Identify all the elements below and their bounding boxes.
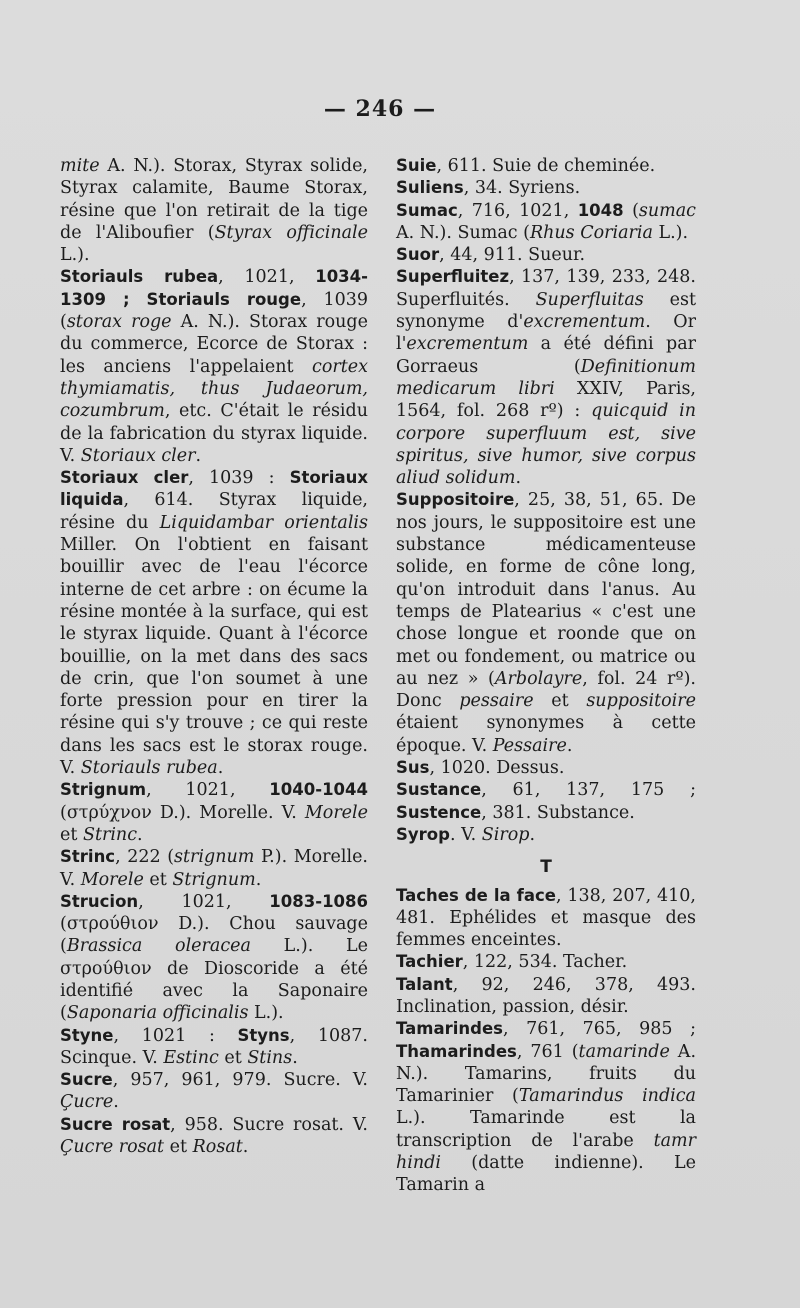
dictionary-entry: [60, 846, 368, 891]
headword: 1048: [577, 200, 624, 220]
entry-text: .: [566, 735, 573, 756]
italic-text: Arbolayre: [494, 668, 583, 689]
italic-text: Pessaire: [492, 735, 567, 756]
dictionary-entry: [396, 1018, 696, 1196]
headword: Storiaux liquida: [60, 468, 368, 510]
dictionary-entry: [396, 824, 696, 846]
entry-text: , 92, 246, 378, 493. Inclination, passion, désir.: [396, 974, 696, 1017]
entry-text: , 957, 961, 979. Sucre. V.: [112, 1070, 368, 1091]
dictionary-entry: [396, 779, 696, 824]
entry-text: , 138, 207, 410, 481. Ephélides et masque des femmes enceintes.: [396, 885, 696, 951]
italic-text: Tamarindus indica: [518, 1086, 696, 1107]
italic-text: Rosat: [192, 1137, 243, 1158]
entry-text: .: [242, 1137, 249, 1158]
italic-text: excrementum: [523, 312, 646, 333]
entry-text: , 1021 :: [113, 1025, 238, 1046]
entry-text: , 1020. Dessus.: [429, 758, 565, 779]
entry-text: Miller. On l'obtient en faisant bouillir avec de l'eau l'écorce interne de cet arbre : on écume la résine montée à la surface, qui est le styrax liquide. Quant à l'écorce bouillie, on la met dans des sacs de crin, que l'on soumet à une forte pression pour en tirer la résine qui s'y trouve ; ce qui reste dans les sacs est le storax rouge. V.: [60, 535, 368, 779]
headword: Styne: [60, 1025, 114, 1045]
headword: Suppositoire: [396, 490, 515, 510]
italic-text: Styrax officinale: [214, 222, 368, 243]
entry-text: , 1039 (: [60, 289, 368, 333]
italic-text: Stins: [247, 1047, 293, 1068]
entry-text: et: [143, 869, 173, 890]
dictionary-entry: [60, 155, 368, 266]
italic-text: mite: [60, 156, 100, 176]
entry-text: P.). Morelle. V.: [60, 847, 368, 890]
headword: Sucre: [60, 1070, 113, 1090]
entry-text: , 1039 :: [188, 468, 290, 489]
entry-text: (στρύχνον D.). Morelle. V.: [60, 802, 305, 823]
entry-text: , 716, 1021,: [457, 200, 578, 221]
right-column-entries: [396, 155, 696, 846]
dictionary-entry: [60, 891, 368, 1025]
italic-text: cortex thymiamatis, thus Judaeorum, cozumbrum: [60, 356, 368, 422]
entry-text: (: [623, 200, 639, 221]
italic-text: Çucre rosat: [60, 1137, 165, 1158]
entry-text: , 222 (: [115, 847, 175, 868]
entry-text: L.).: [652, 222, 689, 243]
page-number: — 246 —: [323, 96, 437, 122]
entry-text: et: [60, 824, 83, 845]
headword: Strucion: [60, 891, 139, 911]
dictionary-entry: [396, 757, 696, 779]
italic-text: tamr hindi: [396, 1130, 696, 1174]
dictionary-entry: [396, 155, 696, 177]
headword: Styns: [237, 1025, 290, 1045]
italic-text: strignum: [174, 847, 255, 868]
entry-text: .: [195, 445, 202, 466]
italic-text: tamarinde: [578, 1041, 670, 1062]
entry-text: , 958. Sucre rosat. V.: [170, 1114, 368, 1135]
entry-text: L.).: [60, 245, 90, 266]
headword: Taches de la face: [396, 885, 556, 905]
italic-text: suppositoire: [586, 691, 696, 712]
entry-text: XXIV, Paris, 1564, fol. 268 rº) :: [396, 378, 696, 422]
dictionary-entry: [60, 1069, 368, 1114]
entry-text: A. N.). Tamarins, fruits du Tamarinier (: [396, 1041, 697, 1107]
entry-text: étaient synonymes à cette époque. V.: [396, 713, 696, 756]
headword: Sustance: [396, 780, 482, 800]
entry-text: , 611. Suie de cheminée.: [436, 156, 656, 176]
entry-text: et: [533, 691, 587, 712]
entry-text: , 761, 765, 985 ;: [502, 1019, 696, 1040]
italic-text: Storiauls rubea: [80, 758, 218, 779]
headword: Suor: [396, 245, 440, 265]
entry-text: et: [218, 1047, 248, 1068]
dictionary-entry: [396, 266, 696, 489]
left-column: [60, 155, 368, 1158]
entry-text: .: [255, 869, 262, 890]
italic-text: quicquid in corpore superfluum est, sive spiritus, sive humor, sive corpus aliud solidum: [396, 401, 696, 489]
entry-text: , 25, 38, 51, 65. De nos jours, le suppositoire est une substance médicamenteuse solide, en forme de cône long, qu'on introduit dans l'anus. Au temps de Platearius « c'est une chose longue et roonde que on met ou fondement, ou matrice ou au nez » (: [396, 490, 696, 689]
headword: Talant: [396, 974, 453, 994]
headword: Suie: [396, 156, 437, 175]
italic-text: Saponaria officinalis: [66, 1003, 249, 1024]
italic-text: sumac: [638, 200, 696, 221]
italic-text: storax roge: [66, 312, 172, 333]
right-column: [396, 155, 696, 1197]
entry-text: est synonyme d': [396, 289, 697, 333]
headword: Storiauls rubea: [60, 267, 219, 287]
entry-text: , 1021,: [138, 891, 270, 912]
entry-text: .: [113, 1092, 119, 1113]
entry-text: , 61, 137, 175 ;: [481, 780, 696, 801]
entry-text: , 1021,: [146, 780, 270, 801]
entry-text: A. N.). Storax rouge du commerce, Ecorce de Storax : les anciens l'appelaient: [60, 312, 368, 377]
headword: Suliens: [396, 178, 464, 198]
italic-text: Strinc: [82, 824, 138, 845]
entry-text: (datte indienne). Le Tamarin a: [396, 1153, 696, 1196]
entry-text: , 1021,: [218, 267, 316, 288]
entry-text: , fol. 24 rº). Donc: [396, 668, 696, 712]
dictionary-entry: [60, 1025, 368, 1070]
entry-text: A. N.). Storax, Styrax solide, Styrax calamite, Baume Storax, résine que l'on retirait de la tige de l'Aliboufier (: [60, 156, 368, 243]
headword: 1034-1309 ; Storiauls rouge: [60, 267, 368, 309]
entry-text: et: [164, 1137, 193, 1158]
italic-text: Morele: [304, 802, 368, 823]
entry-text: , 34. Syriens.: [463, 178, 581, 199]
italic-text: pessaire: [459, 691, 534, 712]
headword: Sucre rosat: [60, 1114, 171, 1134]
entry-text: .: [217, 758, 224, 779]
dictionary-entry: [60, 779, 368, 846]
italic-text: Morele: [80, 869, 144, 890]
italic-text: Superfluitas: [535, 289, 644, 310]
dictionary-entry: [60, 467, 368, 779]
headword: Superfluitez: [396, 267, 510, 287]
dictionary-entry: [396, 200, 696, 245]
dictionary-entry: [396, 885, 696, 952]
italic-text: Storiaux cler: [80, 445, 196, 466]
dictionary-entry: [60, 1114, 368, 1159]
italic-text: Strignum: [172, 869, 256, 890]
headword: Sumac: [396, 200, 458, 220]
entry-text: , etc. C'était le résidu de la fabrication du styrax liquide. V.: [60, 401, 368, 466]
entry-text: , 44, 911. Sueur.: [439, 245, 586, 266]
entry-text: L.). Tamarinde est la transcription de l'arabe: [396, 1108, 696, 1151]
italic-text: Definitionum medicarum libri: [396, 356, 696, 399]
headword: Thamarindes: [396, 1041, 517, 1061]
italic-text: Liquidambar orientalis: [159, 512, 368, 533]
headword: Sus: [396, 758, 430, 778]
entry-text: .: [137, 824, 143, 845]
dictionary-entry: [396, 177, 696, 199]
entry-text: , 614. Styrax liquide, résine du: [60, 490, 368, 533]
entry-text: , 381. Substance.: [481, 802, 635, 823]
dictionary-entry: [396, 951, 696, 973]
entry-text: .: [515, 468, 522, 489]
headword: Strignum: [60, 780, 147, 800]
entry-text: , 1087. Scinque. V.: [60, 1025, 368, 1068]
entry-text: .: [292, 1047, 298, 1068]
headword: Tachier: [396, 952, 463, 972]
italic-text: Rhus Coriaria: [529, 222, 653, 243]
entry-text: , 137, 139, 233, 248. Superfluités.: [396, 267, 696, 310]
entry-text: L.). Le στρούθιον de Dioscoride a été identifié avec la Saponaire (: [60, 936, 368, 1024]
headword: 1083-1086: [269, 891, 368, 911]
entry-text: A. N.). Sumac (: [396, 222, 530, 243]
italic-text: Brassica oleracea: [66, 936, 251, 957]
entry-text: .: [529, 824, 536, 845]
entry-text: . Or l': [396, 312, 697, 355]
headword: 1040-1044: [269, 780, 368, 800]
entry-text: . V.: [449, 824, 482, 845]
headword: Tamarindes: [396, 1019, 503, 1039]
italic-text: excrementum: [406, 334, 529, 355]
italic-text: Çucre: [60, 1092, 114, 1113]
section-letter: T: [540, 857, 552, 878]
dictionary-entry: [60, 266, 368, 467]
entry-text: , 761 (: [516, 1041, 579, 1062]
entry-text: (στρούθιον D.). Chou sauvage (: [60, 914, 368, 957]
italic-text: Estinc: [163, 1047, 219, 1068]
headword: Strinc: [60, 847, 116, 867]
headword: Storiaux cler: [60, 468, 189, 488]
dictionary-entry: [396, 489, 696, 757]
dictionary-entry: [396, 974, 696, 1019]
italic-text: Sirop: [481, 824, 530, 845]
headword: Syrop: [396, 824, 450, 844]
entry-text: L.).: [248, 1003, 284, 1024]
entry-text: a été défini par Gorraeus (: [396, 334, 696, 377]
right-column-entries-t: [396, 885, 696, 1197]
headword: Sustence: [396, 802, 482, 822]
entry-text: , 122, 534. Tacher.: [462, 952, 628, 973]
dictionary-entry: [396, 244, 696, 266]
